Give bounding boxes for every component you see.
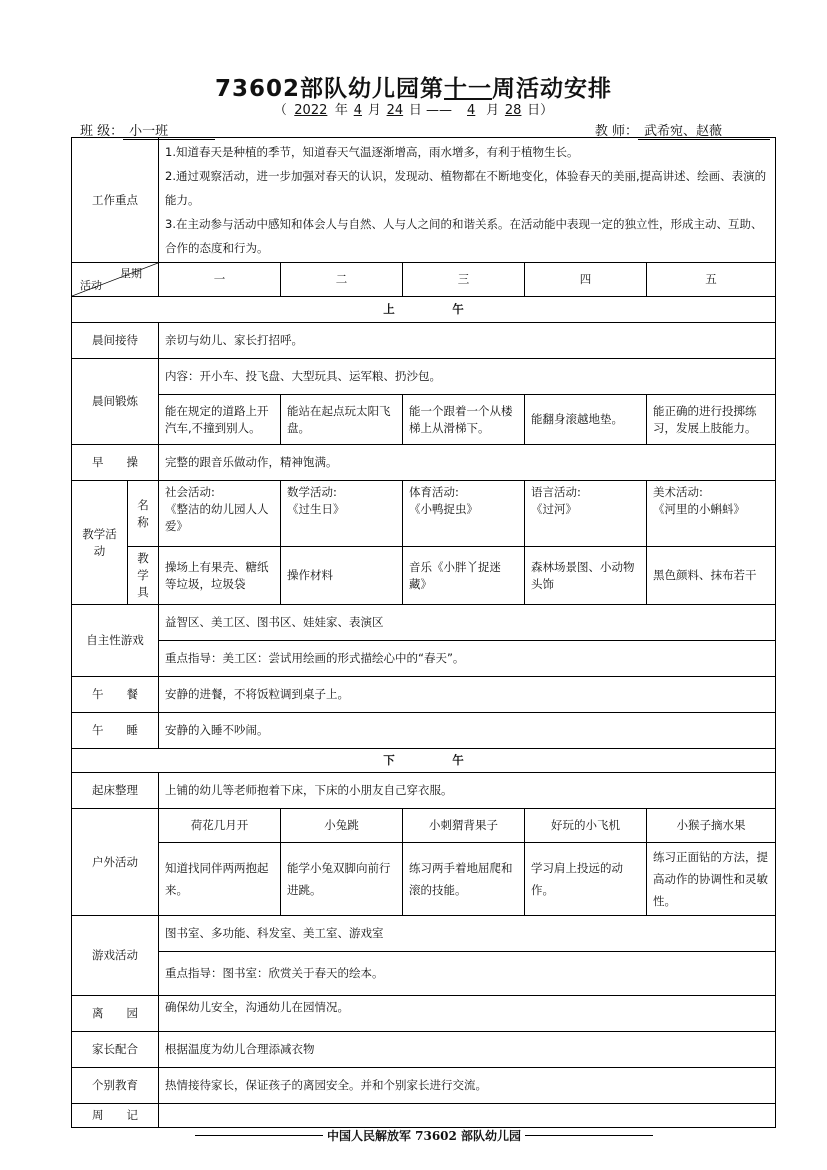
focus-item: 3.在主动参与活动中感知和体会人与自然、人与人之间的和谐关系。在活动能中表现一定的独立性，形成主动、互助、合作的态度和行为。: [165, 217, 763, 255]
leave-text: 确保幼儿安全，沟通幼儿在园情况。: [159, 996, 776, 1032]
teaching-name-cell: [647, 481, 776, 547]
teaching-name-label: 名称: [128, 481, 159, 547]
morning-section-row: [72, 297, 776, 323]
exercise-days-row: [72, 395, 776, 445]
day-header: 二: [281, 263, 403, 297]
teaching-name-cell: [403, 481, 525, 547]
diag-activity-label: 活动: [80, 279, 102, 292]
footer-rule-right: [525, 1135, 653, 1136]
game-label: 游戏活动: [72, 916, 159, 996]
individual-text: 热情接待家长，保证孩子的离园安全。并和个别家长进行交流。: [159, 1068, 776, 1104]
lunch-label: 午 餐: [72, 677, 159, 713]
class-label: 班 级：: [80, 124, 124, 139]
game-rooms: 图书室、多功能、科发室、美工室、游戏室: [159, 916, 776, 952]
focus-item: 2.通过观察活动，进一步加强对春天的认识，发现动、植物都在不断地变化，体验春天的美丽,提高讲述、绘画、表演的能力。: [165, 169, 767, 207]
reception-label: 晨间接待: [72, 323, 159, 359]
teaching-tools-cell: 黑色颜料、抹布若干: [647, 547, 776, 605]
teaching-tools-cell: 操场上有果壳、糖纸等垃圾，垃圾袋: [159, 547, 281, 605]
exercise-day-cell: 能翻身滚越地垫。: [525, 395, 647, 445]
leave-label: 离 园: [72, 996, 159, 1032]
teaching-tools-label: 教学具: [128, 547, 159, 605]
diagonal-header: [72, 263, 159, 297]
day-unit: 日）: [527, 103, 554, 118]
date-range: [0, 99, 827, 118]
teaching-tools-cell: 森林场景图、小动物头饰: [525, 547, 647, 605]
exercise-day-cell: 能站在起点玩太阳飞盘。: [281, 395, 403, 445]
exercise-day-cell: 能一个跟着一个从楼梯上从滑梯下。: [403, 395, 525, 445]
morning-section-label: 上 午: [72, 297, 776, 323]
game-rooms-row: [72, 916, 776, 952]
class-value: 小一班: [123, 120, 215, 140]
weekly-label: 周 记: [72, 1104, 159, 1128]
free-play-guide-row: [72, 641, 776, 677]
teacher-value: 武希宛、赵薇: [638, 120, 770, 140]
start-day: 24: [386, 103, 404, 118]
teaching-name-cell: [281, 481, 403, 547]
activity-type: 数学活动:: [287, 485, 337, 499]
teaching-label: 教学活动: [72, 481, 128, 605]
outdoor-game: 好玩的小飞机: [525, 809, 647, 843]
month-unit: 月: [486, 103, 500, 118]
free-play-areas-row: [72, 605, 776, 641]
outdoor-game: 小刺猬背果子: [403, 809, 525, 843]
focus-row: [72, 138, 776, 263]
year-unit: 年: [334, 103, 348, 118]
week-number: 十一: [444, 76, 493, 102]
calisthenics-row: [72, 445, 776, 481]
activity-title: 《过河》: [531, 502, 577, 516]
footer: [195, 1127, 653, 1144]
day-header: 三: [403, 263, 525, 297]
outdoor-goal: 练习正面钻的方法，提高动作的协调性和灵敏性。: [647, 843, 776, 916]
free-play-label: 自主性游戏: [72, 605, 159, 677]
day-header: 四: [525, 263, 647, 297]
individual-label: 个别教育: [72, 1068, 159, 1104]
teaching-tools-cell: 音乐《小胖丫捉迷藏》: [403, 547, 525, 605]
activity-title: 《过生日》: [287, 502, 345, 516]
afternoon-section-row: [72, 749, 776, 773]
game-guide-row: [72, 952, 776, 996]
teaching-tools-cell: 操作材料: [281, 547, 403, 605]
nap-row: [72, 713, 776, 749]
outdoor-goal: 知道找同伴两两抱起来。: [159, 843, 281, 916]
outdoor-goal: 能学小兔双脚向前行进跳。: [281, 843, 403, 916]
teaching-name-cell: [159, 481, 281, 547]
start-month: 4: [353, 103, 362, 118]
activity-type: 语言活动:: [531, 485, 581, 499]
parents-text: 根据温度为幼儿合理添减衣物: [159, 1032, 776, 1068]
focus-item: 1.知道春天是种植的季节，知道春天气温逐渐增高，雨水增多，有利于植物生长。: [165, 145, 579, 159]
days-header-row: [72, 263, 776, 297]
activity-type: 体育活动:: [409, 485, 459, 499]
day-header: 五: [647, 263, 776, 297]
date-dash: ——: [426, 103, 453, 118]
teacher-label: 教 师：: [594, 124, 638, 139]
morning-exercise-label: 晨间锻炼: [72, 359, 159, 445]
reception-row: [72, 323, 776, 359]
exercise-day-cell: 能正确的进行投掷练习，发展上肢能力。: [647, 395, 776, 445]
schedule-table: [71, 137, 776, 1128]
leave-row: [72, 996, 776, 1032]
exercise-day-cell: 能在规定的道路上开汽车,不撞到别人。: [159, 395, 281, 445]
nap-text: 安静的入睡不吵闹。: [159, 713, 776, 749]
outdoor-game: 小猴子摘水果: [647, 809, 776, 843]
title-suffix: 周活动安排: [492, 76, 613, 102]
day-unit: 日: [408, 103, 422, 118]
end-month: 4: [467, 103, 476, 118]
outdoor-label: 户外活动: [72, 809, 159, 916]
footer-text: 中国人民解放军 73602 部队幼儿园: [326, 1129, 522, 1143]
teaching-name-cell: [525, 481, 647, 547]
calisthenics-text: 完整的跟音乐做动作，精神饱满。: [159, 445, 776, 481]
outdoor-goal: 学习肩上投远的动作。: [525, 843, 647, 916]
outdoor-goal: 练习两手着地屈爬和滚的技能。: [403, 843, 525, 916]
lunch-row: [72, 677, 776, 713]
year-value: 2022: [294, 103, 328, 118]
focus-label: 工作重点: [72, 138, 159, 263]
wakeup-text: 上铺的幼儿等老师抱着下床，下床的小朋友自己穿衣服。: [159, 773, 776, 809]
title-prefix: 73602部队幼儿园第: [214, 76, 445, 102]
parents-label: 家长配合: [72, 1032, 159, 1068]
weekly-text: [159, 1104, 776, 1128]
outdoor-game: 小兔跳: [281, 809, 403, 843]
lunch-text: 安静的进餐，不将饭粒调到桌子上。: [159, 677, 776, 713]
activity-type: 美术活动:: [653, 485, 703, 499]
parents-row: [72, 1032, 776, 1068]
free-play-areas: 益智区、美工区、图书区、娃娃家、表演区: [159, 605, 776, 641]
outdoor-game: 荷花几月开: [159, 809, 281, 843]
open-paren: （: [273, 103, 287, 118]
teaching-tools-row: [72, 547, 776, 605]
end-day: 28: [504, 103, 522, 118]
activity-title: 《河里的小蝌蚪》: [653, 502, 745, 516]
individual-row: [72, 1068, 776, 1104]
day-header: 一: [159, 263, 281, 297]
calisthenics-label: 早 操: [72, 445, 159, 481]
activity-title: 《整洁的幼儿园人人爱》: [165, 502, 269, 533]
activity-title: 《小鸭捉虫》: [409, 502, 478, 516]
game-guide: 重点指导：图书室：欣赏关于春天的绘本。: [159, 952, 776, 996]
focus-content: [159, 138, 776, 263]
reception-text: 亲切与幼儿、家长打招呼。: [159, 323, 776, 359]
nap-label: 午 睡: [72, 713, 159, 749]
outdoor-games-row: [72, 809, 776, 843]
outdoor-goals-row: [72, 843, 776, 916]
weekly-row: [72, 1104, 776, 1128]
morning-exercise-content: 内容：开小车、投飞盘、大型玩具、运军粮、扔沙包。: [159, 359, 776, 395]
free-play-guide: 重点指导：美工区：尝试用绘画的形式描绘心中的“春天”。: [159, 641, 776, 677]
footer-rule-left: [195, 1135, 323, 1136]
wakeup-row: [72, 773, 776, 809]
exercise-content-row: [72, 359, 776, 395]
month-unit: 月: [367, 103, 381, 118]
activity-type: 社会活动:: [165, 485, 215, 499]
teaching-name-row: [72, 481, 776, 547]
afternoon-section-label: 下 午: [72, 749, 776, 773]
diag-weekday-label: 星期: [120, 267, 142, 280]
wakeup-label: 起床整理: [72, 773, 159, 809]
